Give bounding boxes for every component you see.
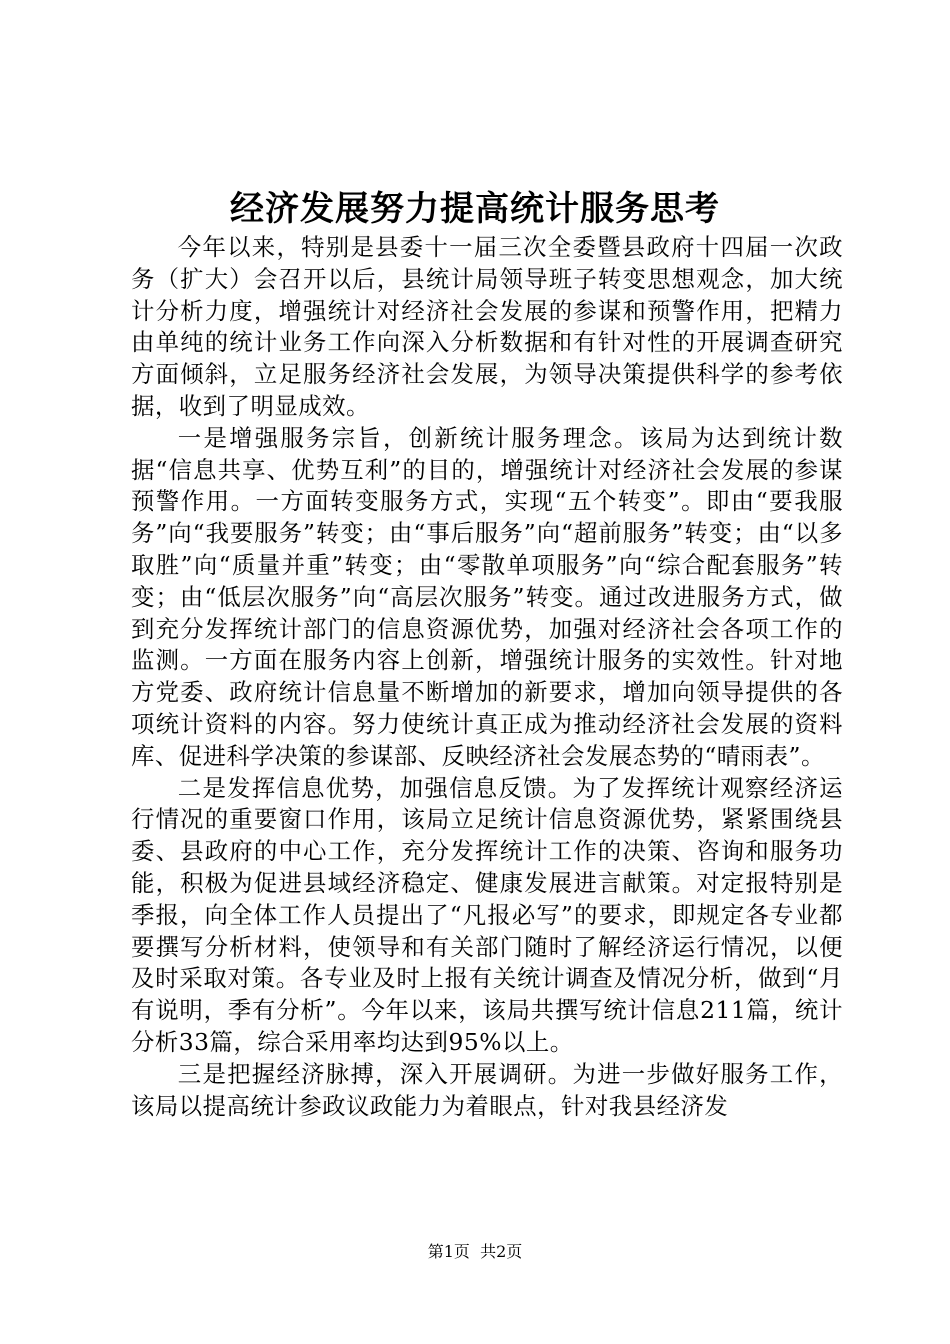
paragraph-intro: 今年以来，特别是县委十一届三次全委暨县政府十四届一次政务（扩大）会召开以后，县统计局领导班子转变思想观念，加大统计分析力度，增强统计对经济社会发展的参谋和预警作用，把精力由单纯的统计业务工作向深入分析数据和有针对性的开展调查研究方面倾斜，立足服务经济社会发展，为领导决策提供科学的参考依据，收到了明显成效。 <box>131 233 843 420</box>
document-body <box>131 232 843 1122</box>
paragraph-point-two: 二是发挥信息优势，加强信息反馈。为了发挥统计观察经济运行情况的重要窗口作用，该局立足统计信息资源优势，紧紧围绕县委、县政府的中心工作，充分发挥统计工作的决策、咨询和服务功能，积极为促进县域经济稳定、健康发展进言献策。对定报特别是季报，向全体工作人员提出了“凡报必写”的要求，即规定各专业都要撰写分析材料，使领导和有关部门随时了解经济运行情况，以便及时采取对策。各专业及时上报有关统计调查及情况分析，做到“月有说明，季有分析”。今年以来，该局共撰写统计信息211篇，统计分析33篇，综合采用率均达到95%以上。 <box>131 773 843 1056</box>
page-number-footer: 第1页 共2页 <box>427 1242 523 1261</box>
paragraph-point-three: 三是把握经济脉搏，深入开展调研。为进一步做好服务工作，该局以提高统计参政议政能力为着眼点，针对我县经济发 <box>131 1059 843 1120</box>
document-title: 经济发展努力提高统计服务思考 <box>230 189 720 229</box>
paragraph-point-one: 一是增强服务宗旨，创新统计服务理念。该局为达到统计数据“信息共享、优势互利”的目的，增强统计对经济社会发展的参谋预警作用。一方面转变服务方式，实现“五个转变”。即由“要我服务”向“我要服务”转变；由“事后服务”向“超前服务”转变；由“以多取胜”向“质量并重”转变；由“零散单项服务”向“综合配套服务”转变；由“低层次服务”向“高层次服务”转变。通过改进服务方式，做到充分发挥统计部门的信息资源优势，加强对经济社会各项工作的监测。一方面在服务内容上创新，增强统计服务的实效性。针对地方党委、政府统计信息量不断增加的新要求，增加向领导提供的各项统计资料的内容。努力使统计真正成为推动经济社会发展的资料库、促进科学决策的参谋部、反映经济社会发展态势的“晴雨表”。 <box>131 423 843 770</box>
